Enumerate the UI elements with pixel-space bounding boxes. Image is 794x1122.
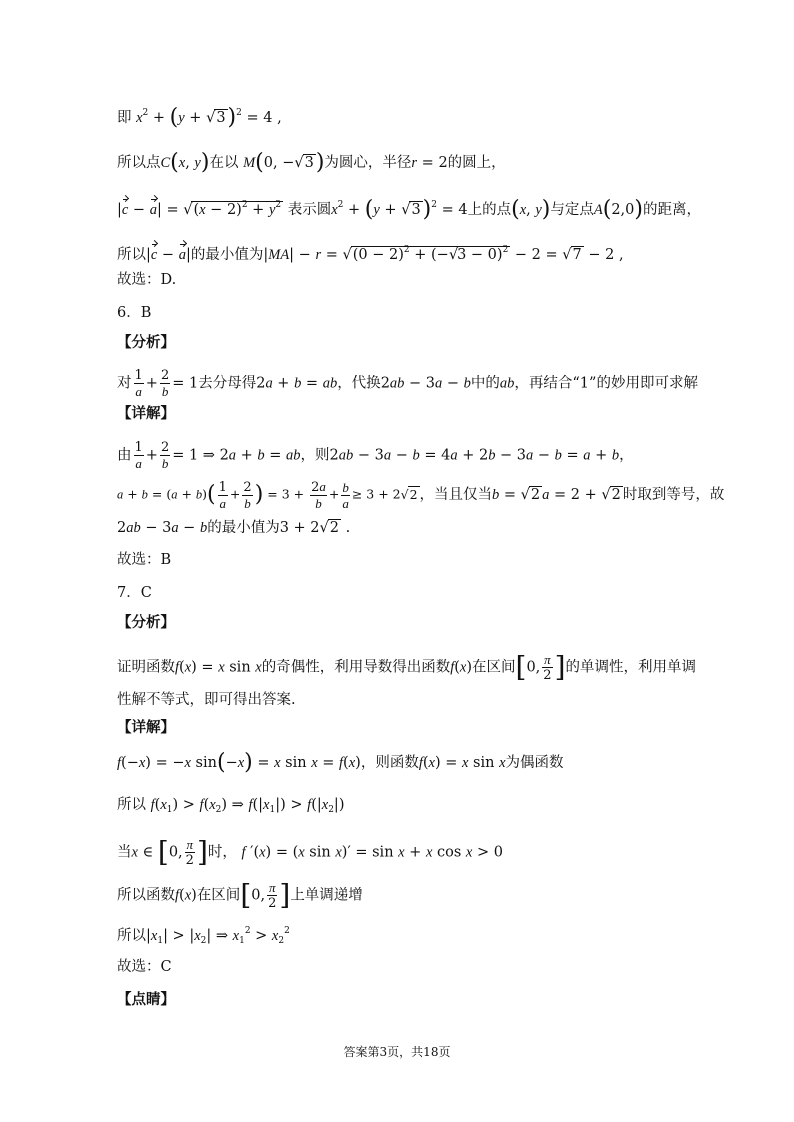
remarks-heading: 【点睛】	[117, 991, 175, 1008]
detail-7-line-1: f(−x) = −x sin(−x) = x sin x = f(x)，则函数f(x) = x sin x为偶函数	[117, 750, 564, 775]
page-footer: 答案第3页，共18页	[343, 1045, 451, 1059]
minimum-distance: 所以|c − a|的最小值为$|MA| - r = √(0 - 2)^2 + (-√3 - 0)^2 - 2 = √7 - 2$ ,	[117, 245, 624, 263]
detail-heading-6: 【详解】	[117, 405, 175, 422]
question-7-heading: 7．C	[117, 585, 152, 601]
detail-7-line-4: 所以函数f(x)在区间[0, $\frac{\pi}{2}$ ]上单调递增	[117, 878, 363, 912]
equation-circle: 即 $x^2 + (y + √3)^2 = 4$ ,	[117, 105, 282, 130]
analysis-heading-7: 【分析】	[117, 614, 175, 631]
analysis-heading: 【分析】	[117, 334, 175, 351]
detail-7-line-5: 所以$|x_1| > |x_2|$ ⇒ $x_1^2 > x_2^2$	[117, 926, 290, 946]
detail-7-line-3: 当x ∈ [0, $\frac{\pi}{2}$ ]时， f ′(x) = (x sin x)′ = sin x + x cos x > 0	[117, 835, 503, 869]
detail-6-line-2: a + b = (a + b)( $\frac{1}{a}$ + $\frac{2}{b}$ ) = 3 + $\frac{2a}{b}$ + $\frac{b}{a}$ ≥ 3 + 2√2 ，当且仅当b = √2 a = 2 + √2 时取到等号，故	[117, 479, 725, 511]
answer-c: 故选：C	[117, 959, 172, 975]
question-6-heading: 6．B	[117, 305, 152, 321]
detail-heading-7: 【详解】	[117, 719, 175, 736]
detail-6-line-3: 2ab − 3a − b的最小值为3 + 2√2 .	[117, 520, 351, 536]
analysis-7-text: 证明函数f(x) = x sin x的奇偶性，利用导数得出函数f(x)在区间[0, $\frac{\pi}{2}$ ]的单调性，利用单调	[117, 650, 697, 684]
detail-7-line-2: 所以 $f(x_1) > f(x_2)$ ⇒ $f(|x_1|) > f(|x_2|)$	[117, 797, 345, 815]
analysis-7-text-cont: 性解不等式，即可得出答案.	[117, 692, 296, 708]
analysis-6-text: 对 $\frac{1}{a}$ + $\frac{2}{b}$ = 1去分母得2a + b = ab，代换2ab − 3a − b中的ab，再结合“1”的妙用即可求解	[117, 368, 698, 399]
answer-d: 故选：D.	[117, 272, 177, 288]
detail-6-line-1: 由 $\frac{1}{a}$ + $\frac{2}{b}$ = 1 ⇒ 2a + b = ab，则2ab − 3a − b = 4a + 2b − 3a − b = a + b，	[117, 440, 634, 471]
distance-expression: $|c - a| = √(x - 2)^2 + y^2$ 表示圆$x^2 + (y + √3)^2 = 4$上的点(x, y)与定点A(2,0)的距离，	[117, 197, 701, 222]
circle-description: 所以点C(x, y)在以 M(0, −√3)为圆心，半径r = 2的圆上，	[117, 150, 506, 175]
answer-b: 故选：B	[117, 552, 172, 568]
